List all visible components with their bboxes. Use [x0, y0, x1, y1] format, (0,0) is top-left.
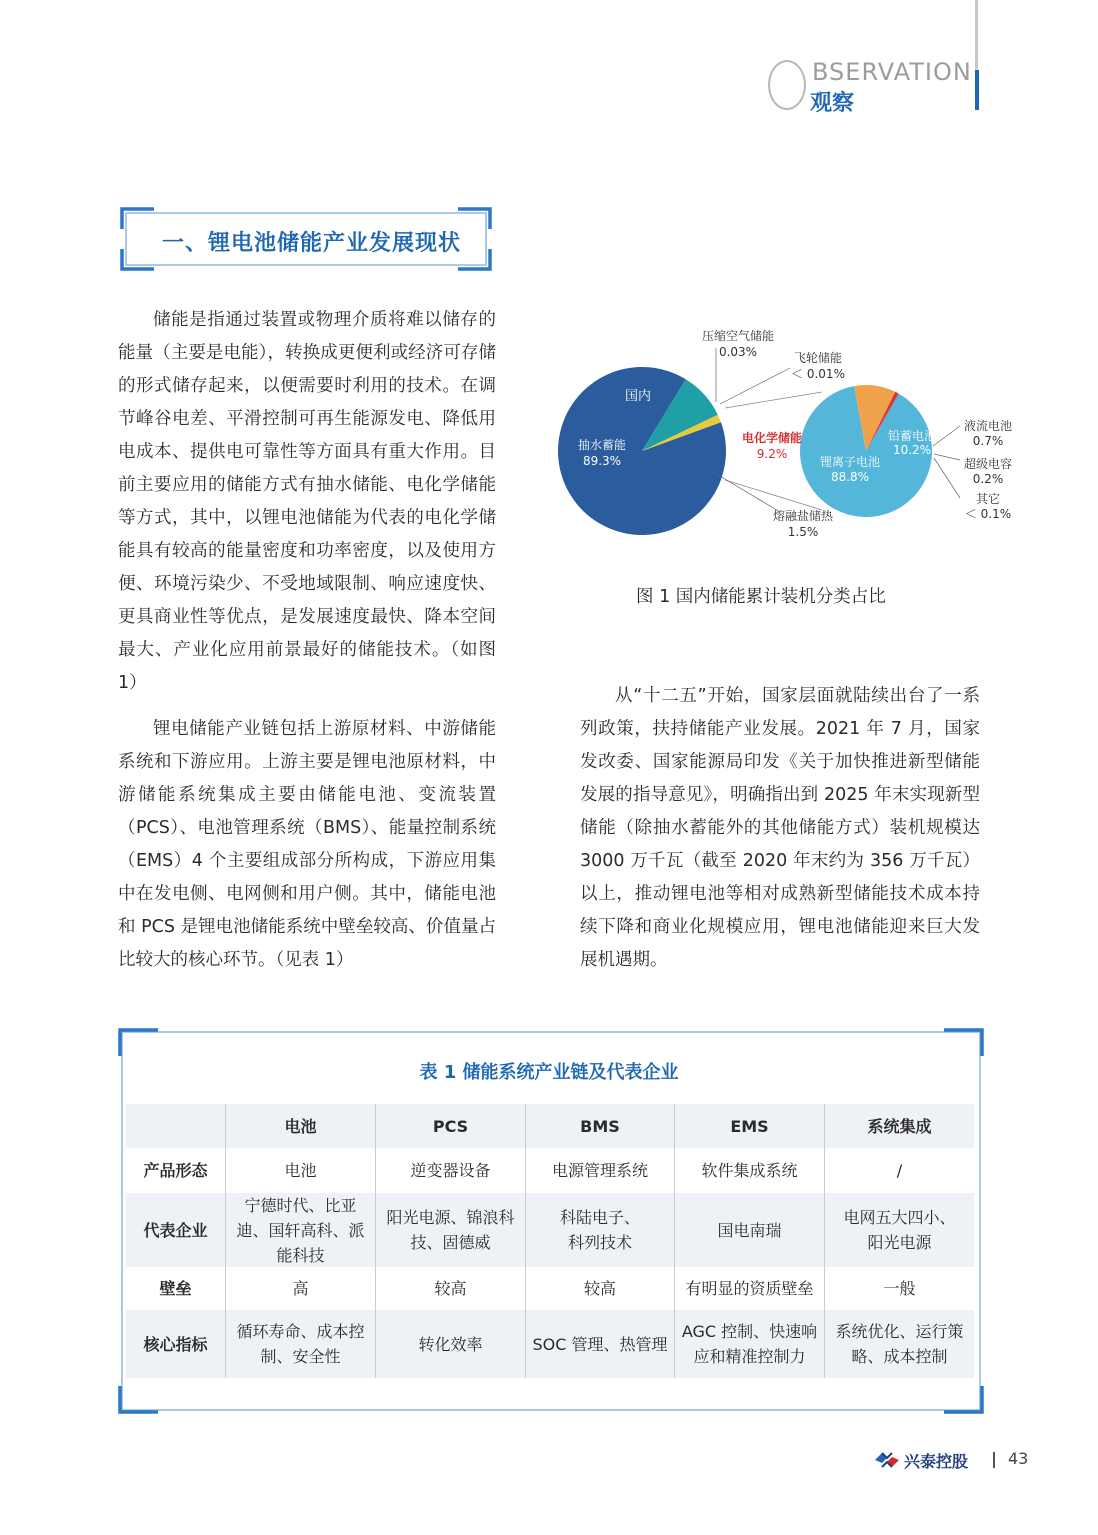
right-column-text [580, 680, 980, 977]
label-li-ion: 锂离子电池 [819, 455, 881, 469]
header-section-en: BSERVATION [812, 58, 972, 86]
col-header-pcs: PCS [432, 1116, 469, 1136]
leader-flow-battery [933, 426, 960, 446]
label-supercap: 超级电容 [963, 457, 1013, 471]
col-header-ems: EMS [730, 1116, 769, 1136]
table-cell: / [896, 1161, 903, 1180]
section-title: 一、锂电池储能产业发展现状 [162, 231, 462, 256]
value-li-ion: 88.8% [830, 470, 870, 484]
table-cell: 系统优化、运行策略、成本控制 [835, 1322, 964, 1366]
pie-title-domestic: 国内 [624, 389, 652, 404]
header-section-cn: 观察 [810, 91, 855, 116]
table-cell: 软件集成系统 [701, 1161, 798, 1180]
table-cell: 循环寿命、成本控制、安全性 [236, 1322, 365, 1366]
value-flow-battery: 0.7% [972, 434, 1004, 448]
col-header-integration: 系统集成 [867, 1116, 932, 1136]
page-number: 43 [1008, 1449, 1029, 1468]
paragraph-industry-chain: 锂电储能产业链包括上游原材料、中游储能系统和下游应用。上游主要是锂电池原材料，中游储能系统集成主要由储能电池、变流装置（PCS）、电池管理系统（BMS）、能量控制系统（EMS）4 个主要组成部分所构成，下游应用集中在发电侧、电网侧和用户侧。其中，储能电池和 PCS 是锂电池储能系统中壁垒较高、价值量占比较大的核心环节。（见表 1） [118, 719, 496, 970]
table-title: 表 1 储能系统产业链及代表企业 [419, 1062, 679, 1083]
footer-divider [993, 1452, 995, 1468]
leader-molten-salt [710, 470, 780, 512]
value-flywheel: ＜ 0.01% [791, 367, 845, 381]
label-lead-acid: 铅蓄电池 [887, 429, 937, 443]
table-cell: SOC 管理、热管理 [532, 1334, 668, 1354]
value-supercap: 0.2% [972, 472, 1004, 486]
leader-other [934, 458, 960, 498]
col-header-battery: 电池 [284, 1116, 317, 1136]
value-other: ＜ 0.1% [964, 507, 1012, 521]
pie-chart-storage-share [550, 320, 1020, 550]
leader-supercap [934, 454, 960, 460]
label-electrochemical: 电化学储能 [741, 431, 803, 445]
value-compressed-air: 0.03% [718, 345, 758, 359]
table-cell: 有明显的资质壁垒 [685, 1279, 814, 1298]
leader-flywheel [720, 368, 790, 404]
col-header-bms: BMS [580, 1116, 620, 1136]
table-cell: 国电南瑞 [717, 1220, 782, 1240]
label-molten-salt: 熔融盐储热 [772, 509, 834, 523]
label-pumped-hydro: 抽水蓄能 [577, 438, 627, 452]
table-cell: 一般 [883, 1279, 916, 1298]
value-electrochemical: 9.2% [756, 447, 788, 461]
header-rule-accent [975, 70, 979, 110]
row-header-barrier: 壁垒 [159, 1279, 192, 1298]
table-cell: 转化效率 [418, 1334, 483, 1354]
table-cell: 宁德时代、比亚迪、国轩高科、派能科技 [236, 1195, 365, 1265]
label-other: 其它 [975, 492, 1001, 506]
table-cell: 电池 [284, 1161, 317, 1180]
connector-bottom [725, 480, 822, 510]
connector-top [725, 392, 822, 408]
footer-brand: 兴泰控股 [904, 1452, 969, 1471]
label-flow-battery: 液流电池 [963, 419, 1013, 433]
table-cell: 科陆电子、科列技术 [560, 1208, 641, 1252]
value-pumped-hydro: 89.3% [582, 454, 622, 468]
header-o-ring [768, 60, 806, 110]
row-header-companies: 代表企业 [143, 1220, 208, 1240]
table-cell: 阳光电源、锦浪科技、固德威 [386, 1208, 515, 1252]
company-logo-icon [873, 1450, 901, 1470]
label-flywheel: 飞轮储能 [793, 351, 843, 365]
table-cell: AGC 控制、快速响应和精准控制力 [681, 1322, 818, 1366]
table-cell: 较高 [434, 1279, 467, 1298]
table-cell: 逆变器设备 [410, 1161, 491, 1180]
value-molten-salt: 1.5% [787, 525, 819, 539]
value-lead-acid: 10.2% [892, 443, 932, 457]
figure-caption: 图 1 国内储能累计装机分类占比 [636, 587, 886, 607]
table-cell: 电源管理系统 [551, 1161, 648, 1180]
label-compressed-air: 压缩空气储能 [701, 329, 775, 343]
table-cell: 较高 [583, 1279, 616, 1298]
left-column-text [118, 304, 496, 977]
paragraph-policy: 从“十二五”开始，国家层面就陆续出台了一系列政策，扶持储能产业发展。2021 年 7 月，国家发改委、国家能源局印发《关于加快推进新型储能发展的指导意见》，明确指出到 2025 年末实现新型储能（除抽水蓄能外的其他储能方式）装机规模达 3000 万千瓦（截至 2020 年末约为 356 万千瓦）以上，推动锂电池等相对成熟新型储能技术成本持续下降和商业化规模应用，锂电池储能迎来巨大发展机遇期。 [580, 686, 980, 970]
paragraph-storage-intro: 储能是指通过装置或物理介质将难以储存的能量（主要是电能），转换成更便利或经济可存储的形式储存起来，以便需要时利用的技术。在调节峰谷电差、平滑控制可再生能源发电、降低用电成本、提供电可靠性等方面具有重大作用。目前主要应用的储能方式有抽水储能、电化学储能等方式，其中，以锂电池储能为代表的电化学储能具有较高的能量密度和功率密度，以及使用方便、环境污染少、不受地域限制、响应速度快、更具商业性等优点，是发展速度最快、降本空间最大、产业化应用前景最好的储能技术。（如图 1） [118, 310, 496, 693]
row-header-product: 产品形态 [143, 1161, 208, 1180]
row-header-core-metrics: 核心指标 [143, 1334, 208, 1354]
table-cell: 电网五大四小、阳光电源 [843, 1208, 956, 1252]
table-cell: 高 [292, 1279, 309, 1298]
